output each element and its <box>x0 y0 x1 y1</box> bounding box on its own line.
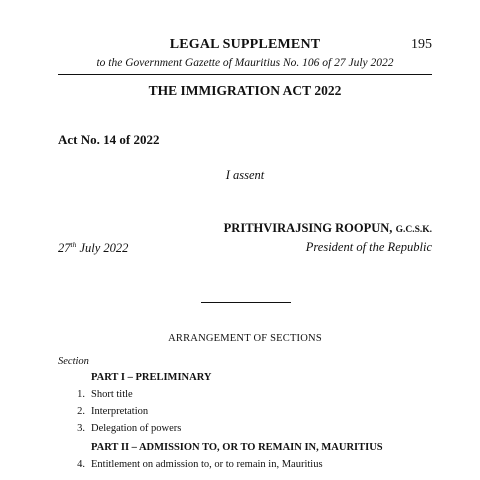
section-list-item <box>0 406 480 420</box>
signatory-honours: G.C.S.K. <box>395 225 432 235</box>
signatory-title: President of the Republic <box>305 240 432 254</box>
act-title: THE IMMIGRATION ACT 2022 <box>148 83 342 98</box>
section-number: 1. <box>77 389 85 400</box>
section-list-item <box>0 423 480 437</box>
header-divider <box>58 74 432 75</box>
section-title: Delegation of powers <box>91 423 182 434</box>
section-list-item <box>0 459 480 473</box>
section-column-label: Section <box>58 356 89 367</box>
section-number: 2. <box>77 406 85 417</box>
signatory-name <box>224 221 432 236</box>
signatory-name-text: PRITHVIRAJSING ROOPUN, <box>223 221 393 235</box>
part-heading: PART I – PRELIMINARY <box>91 372 212 383</box>
section-divider <box>201 302 291 303</box>
page-number: 195 <box>411 37 432 52</box>
section-list-item <box>0 389 480 403</box>
section-title: Entitlement on admission to, or to remain in, Mauritius <box>91 459 323 470</box>
arrangement-heading: ARRANGEMENT OF SECTIONS <box>168 333 322 344</box>
assent-text: I assent <box>225 168 265 182</box>
act-number: Act No. 14 of 2022 <box>58 132 160 147</box>
date-day: 27 <box>58 241 71 256</box>
section-number: 3. <box>77 423 85 434</box>
section-number: 4. <box>77 459 85 470</box>
date-month-year: July 2022 <box>76 241 129 256</box>
assent-date <box>58 240 128 256</box>
legal-supplement-title: LEGAL SUPPLEMENT <box>169 37 321 52</box>
date-suffix: th <box>70 240 77 249</box>
section-title: Interpretation <box>91 406 149 417</box>
gazette-subtitle: to the Government Gazette of Mauritius No. 106 of 27 July 2022 <box>96 57 394 69</box>
section-title: Short title <box>91 389 133 400</box>
part-heading: PART II – ADMISSION TO, OR TO REMAIN IN, MAURITIUS <box>91 442 383 453</box>
